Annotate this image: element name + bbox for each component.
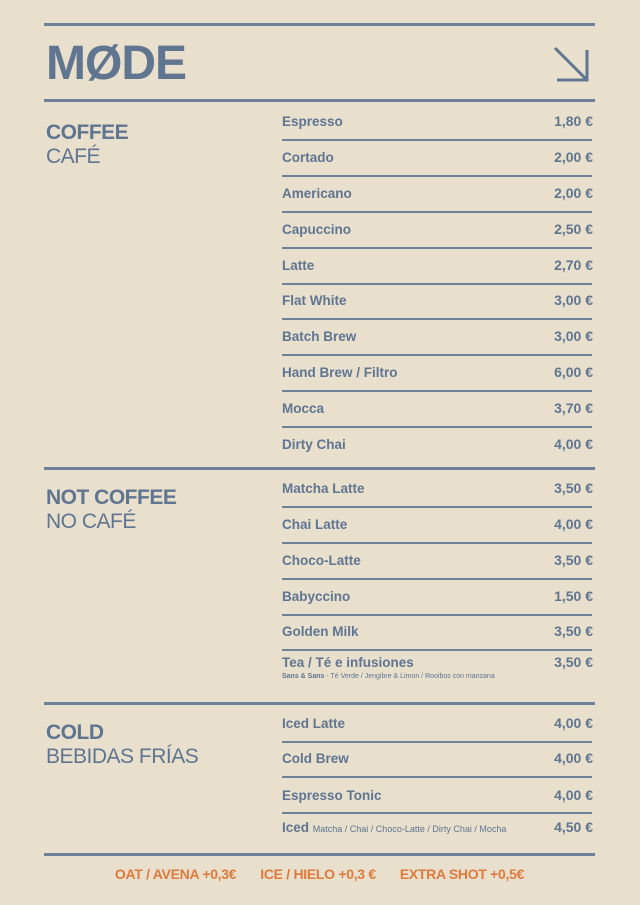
item-price: 4,00 € [554, 750, 593, 766]
menu-item [282, 516, 595, 532]
item-name: Batch Brew [282, 329, 357, 344]
menu-item [282, 715, 595, 731]
menu-item [282, 552, 595, 568]
item-price: 6,00 € [554, 364, 593, 380]
item-name: Chai Latte [282, 517, 348, 532]
section-title-es: BEBIDAS FRÍAS [46, 745, 199, 768]
item-price: 2,00 € [554, 149, 593, 165]
item-name-wrapper [282, 820, 506, 835]
item-divider [282, 139, 592, 141]
menu-item [282, 750, 595, 766]
tea-varieties: - Té Verde / Jengibre & Limon / Rooibos con manzana [324, 673, 495, 680]
item-divider [282, 506, 592, 508]
menu-item [282, 480, 595, 496]
item-divider [282, 354, 592, 356]
item-price: 4,50 € [554, 819, 593, 835]
menu-item [282, 221, 595, 237]
extras-bar [44, 866, 595, 882]
item-price: 2,50 € [554, 221, 593, 237]
item-name: Cortado [282, 150, 334, 165]
item-name: Capuccino [282, 222, 352, 237]
item-divider [282, 426, 592, 428]
item-price: 1,80 € [554, 113, 593, 129]
item-price: 2,00 € [554, 185, 593, 201]
menu-item [282, 185, 595, 201]
menu-item [282, 623, 595, 639]
menu-item [282, 436, 595, 452]
item-name: Babyccino [282, 589, 351, 604]
item-price: 1,50 € [554, 588, 593, 604]
item-price: 4,00 € [554, 516, 593, 532]
menu-item [282, 328, 595, 344]
item-price: 3,70 € [554, 400, 593, 416]
item-price: 4,00 € [554, 715, 593, 731]
menu-item [282, 113, 595, 129]
item-price: 3,50 € [554, 552, 593, 568]
item-name: Iced [282, 820, 310, 835]
item-divider [282, 247, 592, 249]
section-title-not-coffee [46, 486, 176, 534]
item-divider [282, 283, 592, 285]
item-name: Matcha Latte [282, 481, 365, 496]
section-rule [44, 702, 595, 705]
item-name: Iced Latte [282, 716, 346, 731]
item-divider [282, 812, 592, 814]
item-name: Choco-Latte [282, 553, 361, 568]
item-divider [282, 649, 592, 651]
item-divider [282, 578, 592, 580]
menu-item [282, 588, 595, 604]
item-divider [282, 390, 592, 392]
extra-oat: OAT / AVENA +0,3€ [114, 866, 237, 882]
item-divider [282, 318, 592, 320]
menu-item [282, 819, 595, 835]
header-rule [44, 99, 595, 102]
brand-logo: MØDE [46, 37, 186, 90]
item-divider [282, 614, 592, 616]
item-price: 3,50 € [554, 654, 593, 670]
item-name: Cold Brew [282, 751, 349, 766]
item-name: Flat White [282, 293, 347, 308]
extra-ice: ICE / HIELO +0,3 € [260, 866, 376, 882]
menu-item [282, 149, 595, 165]
item-price: 4,00 € [554, 436, 593, 452]
menu-item [282, 787, 595, 803]
bottom-rule [44, 853, 595, 856]
item-name: Espresso Tonic [282, 788, 382, 803]
extra-shot: EXTRA SHOT +0,5€ [399, 866, 525, 882]
item-price: 2,70 € [554, 257, 593, 273]
section-title-en: COFFEE [46, 121, 129, 144]
item-name: Tea / Té e infusiones [282, 655, 414, 670]
item-name: Mocca [282, 401, 325, 416]
item-name: Espresso [282, 114, 343, 129]
arrow-down-right-icon [551, 44, 591, 84]
item-name: Hand Brew / Filtro [282, 365, 398, 380]
menu-item [282, 364, 595, 380]
item-price: 3,00 € [554, 328, 593, 344]
item-name: Golden Milk [282, 624, 359, 639]
item-divider [282, 211, 592, 213]
item-price: 4,00 € [554, 787, 593, 803]
menu-item [282, 257, 595, 273]
menu-item [282, 654, 595, 680]
item-name: Americano [282, 186, 352, 201]
section-rule [44, 467, 595, 470]
section-title-es: CAFÉ [46, 145, 101, 168]
item-name: Dirty Chai [282, 437, 346, 452]
item-price: 3,50 € [554, 623, 593, 639]
section-title-es: NO CAFÉ [46, 510, 136, 533]
item-divider [282, 741, 592, 743]
item-divider [282, 776, 592, 778]
tea-brand: Sans & Sans [282, 673, 325, 680]
item-divider [282, 542, 592, 544]
section-title-cold [46, 721, 198, 769]
item-price: 3,50 € [554, 480, 593, 496]
menu-item [282, 400, 595, 416]
menu-item [282, 292, 595, 308]
section-title-en: NOT COFFEE [46, 486, 177, 509]
section-title-coffee [46, 121, 128, 169]
item-price: 3,00 € [554, 292, 593, 308]
item-name: Latte [282, 258, 315, 273]
section-title-en: COLD [46, 721, 104, 744]
item-description [282, 673, 595, 680]
item-flavors: Matcha / Chai / Choco-Latte / Dirty Chai / Mocha [312, 824, 507, 834]
item-divider [282, 175, 592, 177]
top-rule [44, 23, 595, 26]
